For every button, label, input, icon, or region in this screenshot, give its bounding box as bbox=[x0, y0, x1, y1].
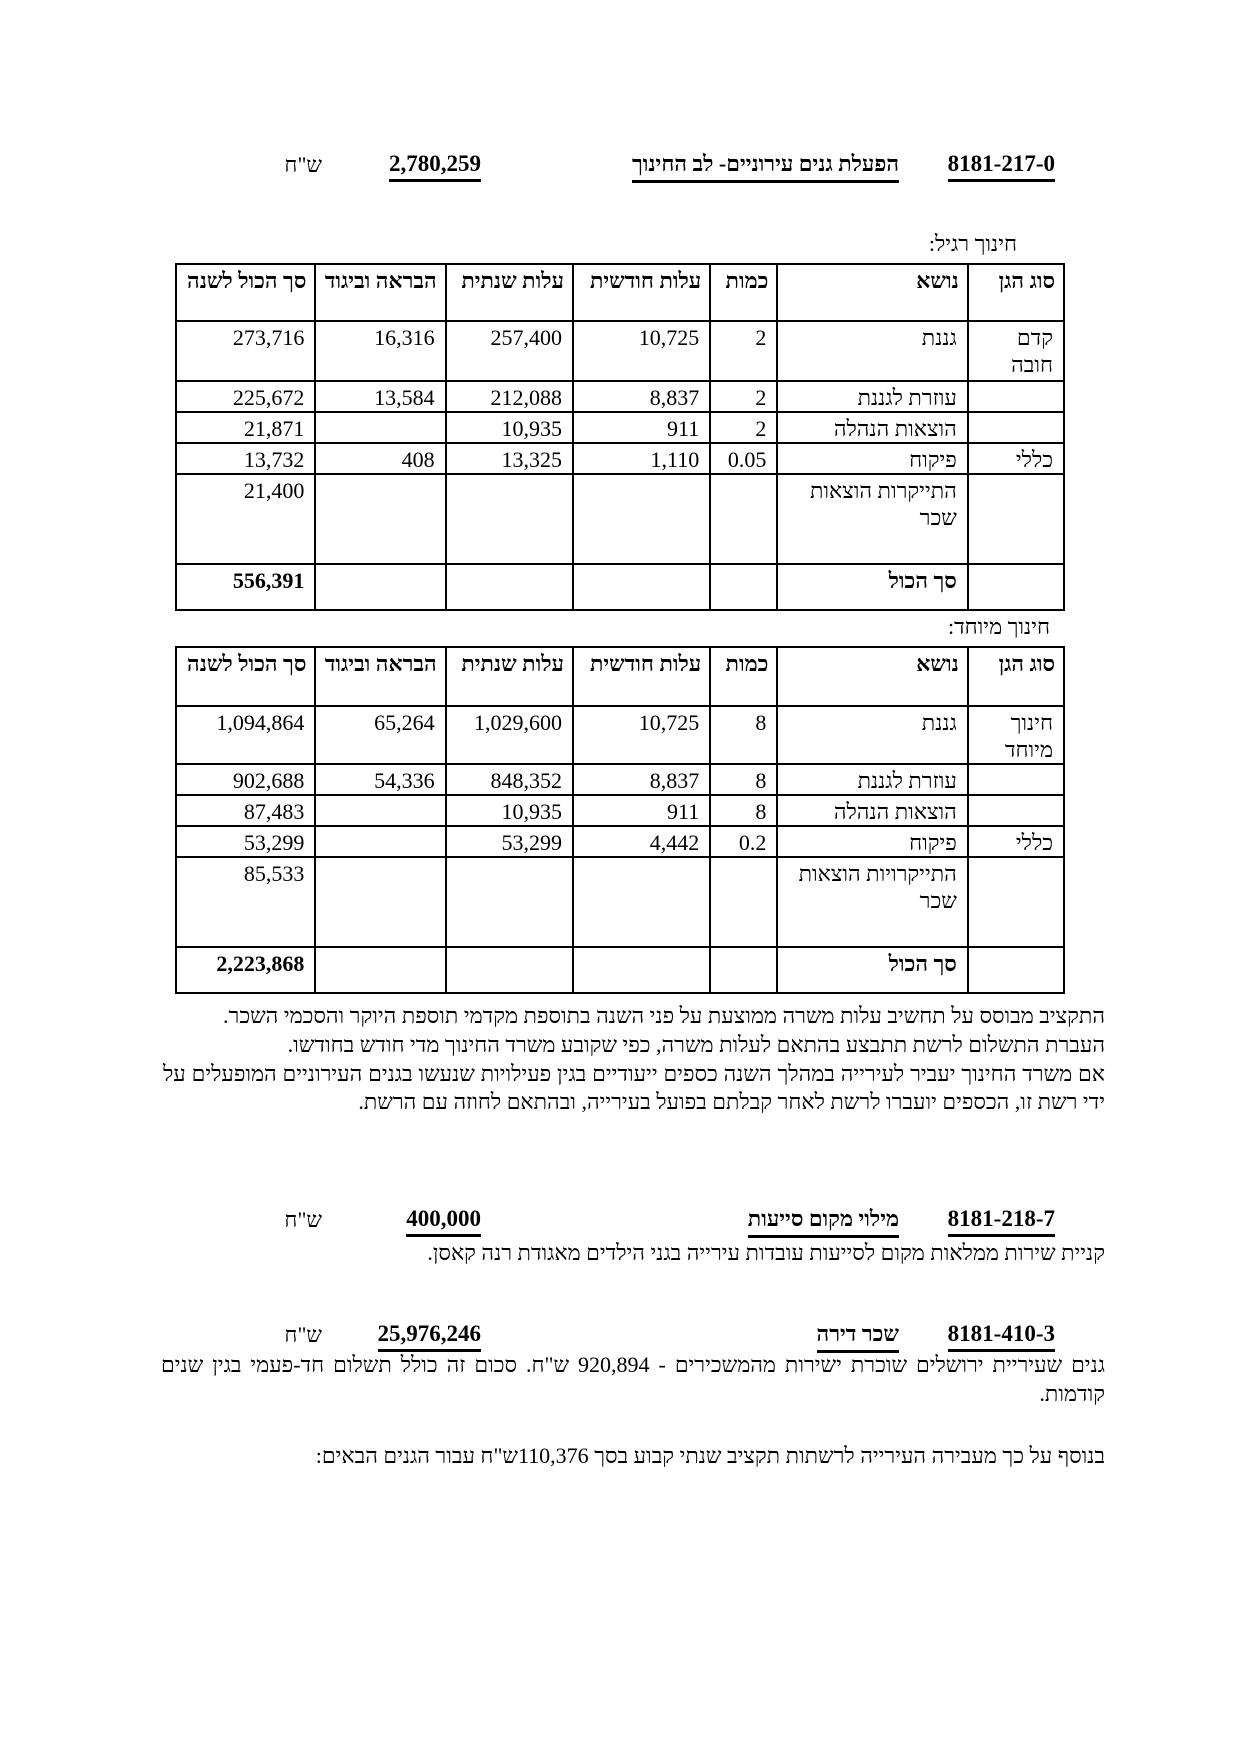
currency-label: ש"ח bbox=[284, 152, 322, 177]
column-header: עלות שנתית bbox=[446, 647, 573, 706]
table-total-row bbox=[176, 947, 1064, 993]
cell-monthly-cost: 8,837 bbox=[573, 764, 710, 795]
table-row bbox=[176, 706, 1064, 764]
cell-subject: פיקוח bbox=[777, 443, 967, 474]
cell-yearly-cost bbox=[446, 474, 573, 564]
cell-subject: עוזרת לגננת bbox=[777, 381, 967, 412]
table-row bbox=[176, 474, 1064, 564]
cell-gan-type: כללי bbox=[968, 826, 1064, 857]
cell-gan-type bbox=[968, 564, 1064, 610]
cell-yearly-cost: 1,029,600 bbox=[446, 706, 573, 764]
cell-quantity bbox=[710, 474, 777, 564]
table-row bbox=[176, 826, 1064, 857]
cell-recovery bbox=[315, 795, 445, 826]
paragraph: אם משרד החינוך יעביר לעירייה במהלך השנה כספים ייעודיים בגין פעילויות שנעשו בגנים העירוניים המופעלים על ידי רשת זו, הכספים יועברו לרשת לאחר קבלתם בפועל בעירייה, ובהתאם לחוזה עם הרשת. bbox=[163, 1060, 1105, 1115]
budget-code: 8181-410-3 bbox=[948, 1321, 1055, 1352]
cell-recovery: 65,264 bbox=[315, 706, 445, 764]
cell-total: 273,716 bbox=[176, 321, 315, 381]
cost-table-regular bbox=[175, 263, 1065, 611]
budget-line-3-description: גנים שעיריית ירושלים שוכרת ישירות מהמשכירים - 920,894 ש"ח. סכום זה כולל תשלום חד-פעמי בגין שנים קודמות. bbox=[161, 1352, 1105, 1406]
cell-recovery: 16,316 bbox=[315, 321, 445, 381]
cell-monthly-cost: 4,442 bbox=[573, 826, 710, 857]
cell-quantity: 0.05 bbox=[710, 443, 777, 474]
cell-gan-type: כללי bbox=[968, 443, 1064, 474]
cell-yearly-cost: 10,935 bbox=[446, 795, 573, 826]
paragraph: התקציב מבוסס על תחשיב עלות משרה ממוצעת על פני השנה בתוספת מקדמי תוספת היוקר והסכמי השכר. bbox=[223, 1003, 1105, 1028]
cell-total: 21,871 bbox=[176, 412, 315, 443]
cell-quantity: 0.2 bbox=[710, 826, 777, 857]
budget-amount: 25,976,246 bbox=[378, 1321, 482, 1352]
cell-yearly-cost: 10,935 bbox=[446, 412, 573, 443]
currency-label: ש"ח bbox=[284, 1207, 322, 1232]
cell-monthly-cost: 1,110 bbox=[573, 443, 710, 474]
cell-quantity: 2 bbox=[710, 412, 777, 443]
cell-gan-type bbox=[968, 412, 1064, 443]
cell-yearly-cost: 53,299 bbox=[446, 826, 573, 857]
cell-gan-type bbox=[968, 795, 1064, 826]
cell-yearly-cost: 257,400 bbox=[446, 321, 573, 381]
cell-monthly-cost: 8,837 bbox=[573, 381, 710, 412]
budget-code: 8181-217-0 bbox=[948, 151, 1055, 182]
budget-amount: 400,000 bbox=[406, 1206, 481, 1237]
cell-recovery bbox=[315, 857, 445, 947]
column-header: עלות חודשית bbox=[573, 264, 710, 321]
column-header: עלות חודשית bbox=[573, 647, 710, 706]
paragraph: העברת התשלום לרשת תתבצע בהתאם לעלות משרה, כפי שקובע משרד החינוך מדי חודש בחודשו. bbox=[287, 1031, 1105, 1057]
budget-line-3 bbox=[0, 1321, 1240, 1355]
cell-quantity: 2 bbox=[710, 381, 777, 412]
cell-quantity: 8 bbox=[710, 706, 777, 764]
cell-quantity: 2 bbox=[710, 321, 777, 381]
budget-title: הפעלת גנים עירוניים- לב החינוך bbox=[632, 151, 899, 183]
cell-subject: גננת bbox=[777, 706, 967, 764]
budget-code: 8181-218-7 bbox=[948, 1206, 1055, 1237]
cell-total: 87,483 bbox=[176, 795, 315, 826]
cell-subject: סך הכול bbox=[777, 564, 967, 610]
column-header: הבראה וביגוד bbox=[315, 647, 445, 706]
cell-quantity bbox=[710, 947, 777, 993]
cell-gan-type bbox=[968, 764, 1064, 795]
cell-yearly-cost bbox=[446, 947, 573, 993]
budget-line-2-description: קניית שירות ממלאות מקום לסייעות עובדות עירייה בגני הילדים מאגודת רנה קאסן. bbox=[427, 1240, 1105, 1265]
cell-monthly-cost: 10,725 bbox=[573, 706, 710, 764]
cell-total: 556,391 bbox=[176, 564, 315, 610]
cell-gan-type bbox=[968, 857, 1064, 947]
column-header: סוג הגן bbox=[968, 647, 1064, 706]
budget-line-2 bbox=[0, 1206, 1240, 1240]
cell-recovery bbox=[315, 412, 445, 443]
cell-subject: התייקרות הוצאות שכר bbox=[777, 474, 967, 564]
column-header: סוג הגן bbox=[968, 264, 1064, 321]
cell-gan-type bbox=[968, 947, 1064, 993]
cell-monthly-cost bbox=[573, 857, 710, 947]
budget-line-1 bbox=[0, 151, 1240, 185]
table-row bbox=[176, 764, 1064, 795]
cell-yearly-cost bbox=[446, 857, 573, 947]
table-total-row bbox=[176, 564, 1064, 610]
cell-recovery: 54,336 bbox=[315, 764, 445, 795]
cell-recovery: 13,584 bbox=[315, 381, 445, 412]
cost-table-special bbox=[175, 646, 1065, 994]
cell-yearly-cost: 212,088 bbox=[446, 381, 573, 412]
cell-gan-type: קדם חובה bbox=[968, 321, 1064, 381]
cell-total: 225,672 bbox=[176, 381, 315, 412]
budget-title: מילוי מקום סייעות bbox=[748, 1206, 899, 1238]
table-row bbox=[176, 443, 1064, 474]
cell-recovery bbox=[315, 474, 445, 564]
table-caption-regular: חינוך רגיל: bbox=[928, 231, 1017, 256]
cell-quantity bbox=[710, 857, 777, 947]
currency-label: ש"ח bbox=[284, 1322, 322, 1347]
budget-amount: 2,780,259 bbox=[389, 151, 481, 182]
cell-yearly-cost: 13,325 bbox=[446, 443, 573, 474]
table-header-row bbox=[176, 647, 1064, 706]
cell-gan-type bbox=[968, 381, 1064, 412]
cell-monthly-cost bbox=[573, 474, 710, 564]
cell-subject: התייקרויות הוצאות שכר bbox=[777, 857, 967, 947]
cell-recovery: 408 bbox=[315, 443, 445, 474]
table-header-row bbox=[176, 264, 1064, 321]
table-row bbox=[176, 412, 1064, 443]
cell-subject: הוצאות הנהלה bbox=[777, 795, 967, 826]
cell-gan-type: חינוך מיוחד bbox=[968, 706, 1064, 764]
cell-yearly-cost: 848,352 bbox=[446, 764, 573, 795]
cell-subject: פיקוח bbox=[777, 826, 967, 857]
cell-quantity bbox=[710, 564, 777, 610]
cell-quantity: 8 bbox=[710, 764, 777, 795]
table-row bbox=[176, 857, 1064, 947]
cell-monthly-cost: 911 bbox=[573, 795, 710, 826]
table-row bbox=[176, 381, 1064, 412]
cell-recovery bbox=[315, 947, 445, 993]
cell-monthly-cost: 10,725 bbox=[573, 321, 710, 381]
budget-explanation bbox=[163, 1002, 1105, 1117]
cell-total: 13,732 bbox=[176, 443, 315, 474]
cell-total: 2,223,868 bbox=[176, 947, 315, 993]
cell-subject: סך הכול bbox=[777, 947, 967, 993]
table-row bbox=[176, 321, 1064, 381]
cell-subject: הוצאות הנהלה bbox=[777, 412, 967, 443]
cell-yearly-cost bbox=[446, 564, 573, 610]
cell-total: 53,299 bbox=[176, 826, 315, 857]
cell-total: 21,400 bbox=[176, 474, 315, 564]
closing-line: בנוסף על כך מעבירה העירייה לרשתות תקציב שנתי קבוע בסך 110,376ש"ח עבור הגנים הבאים: bbox=[315, 1443, 1105, 1468]
cell-subject: גננת bbox=[777, 321, 967, 381]
cell-total: 902,688 bbox=[176, 764, 315, 795]
column-header: עלות שנתית bbox=[446, 264, 573, 321]
column-header: סך הכול לשנה bbox=[176, 264, 315, 321]
cell-monthly-cost bbox=[573, 947, 710, 993]
cell-recovery bbox=[315, 564, 445, 610]
cell-subject: עוזרת לגננת bbox=[777, 764, 967, 795]
column-header: כמות bbox=[710, 264, 777, 321]
table-row bbox=[176, 795, 1064, 826]
cell-quantity: 8 bbox=[710, 795, 777, 826]
column-header: סך הכול לשנה bbox=[176, 647, 315, 706]
cell-gan-type bbox=[968, 474, 1064, 564]
column-header: נושא bbox=[777, 647, 967, 706]
cell-total: 85,533 bbox=[176, 857, 315, 947]
column-header: כמות bbox=[710, 647, 777, 706]
column-header: נושא bbox=[777, 264, 967, 321]
cell-total: 1,094,864 bbox=[176, 706, 315, 764]
budget-title: שכר דירה bbox=[817, 1321, 899, 1353]
table-caption-special: חינוך מיוחד: bbox=[947, 614, 1050, 639]
cell-monthly-cost: 911 bbox=[573, 412, 710, 443]
cell-recovery bbox=[315, 826, 445, 857]
cell-monthly-cost bbox=[573, 564, 710, 610]
column-header: הבראה וביגוד bbox=[315, 264, 445, 321]
